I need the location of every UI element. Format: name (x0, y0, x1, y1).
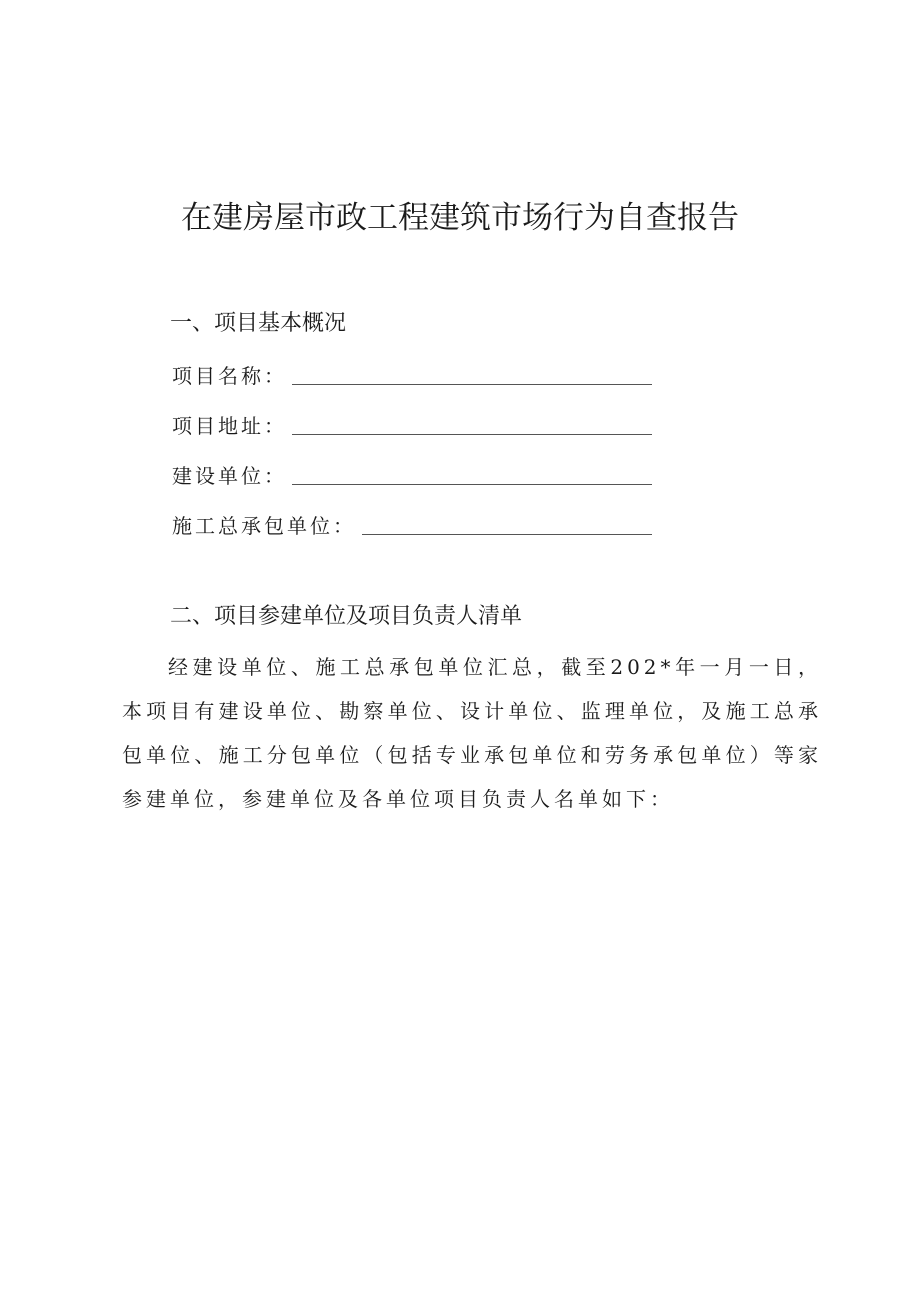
document-title: 在建房屋市政工程建筑市场行为自查报告 (181, 200, 739, 236)
fill-in-blank-line (292, 384, 652, 385)
field-construction-unit (172, 460, 652, 492)
field-general-contractor (172, 510, 652, 542)
fill-in-blank-line (292, 484, 652, 485)
section-heading-participating-units: 二、项目参建单位及项目负责人清单 (170, 604, 523, 629)
field-label: 建设单位： (172, 464, 287, 488)
fill-in-blank-line (362, 534, 652, 535)
field-label: 项目地址： (172, 414, 287, 438)
field-label: 项目名称： (172, 364, 287, 388)
field-project-address (172, 410, 652, 442)
body-paragraph: 经建设单位、施工总承包单位汇总，截至202*年一月一日，本项目有建设单位、勘察单位、设计单位、监理单位，及施工总承包单位、施工分包单位（包括专业承包单位和劳务承包单位）等家参建单位，参建单位及各单位项目负责人名单如下： (122, 655, 822, 811)
section-heading-project-overview: 一、项目基本概况 (170, 311, 347, 336)
field-label: 施工总承包单位： (172, 514, 356, 538)
field-project-name (172, 360, 652, 392)
fill-in-blank-line (292, 434, 652, 435)
